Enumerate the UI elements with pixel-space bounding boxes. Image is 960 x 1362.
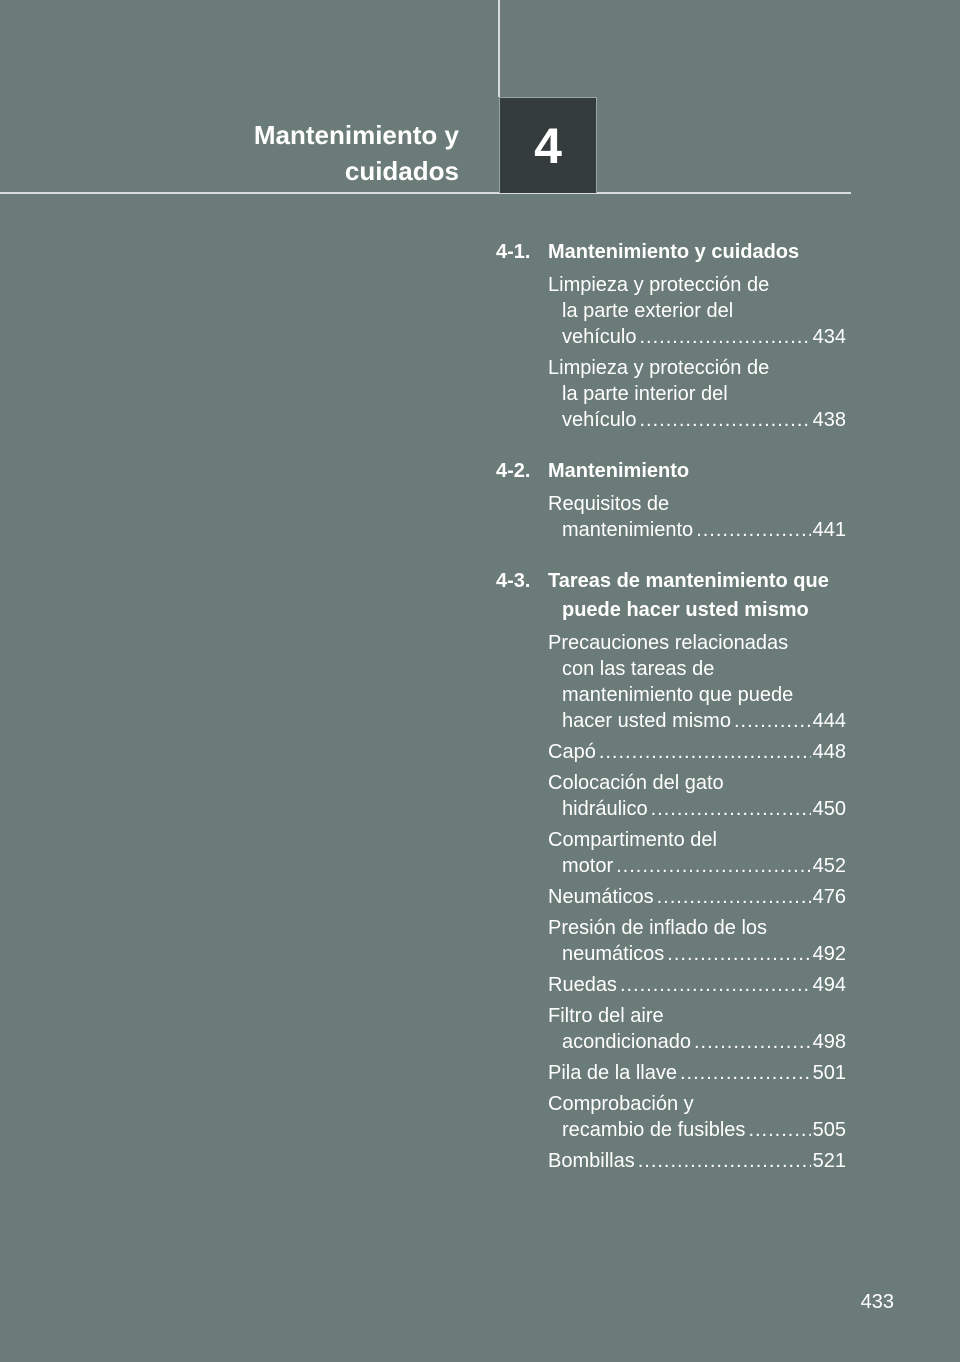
section-number: 4-2. [496,460,531,482]
entry-text-line: acondicionado [562,1031,691,1053]
entry-text-line: mantenimiento [562,519,694,541]
toc-entry[interactable] [548,630,846,734]
entry-page-number: 441 [812,519,846,541]
entry-text-line: Limpieza y protección de [548,357,770,379]
dot-leader [640,407,811,433]
entry-leader-line [548,407,846,433]
entry-text-line: la parte exterior del [562,300,734,322]
entry-leader-line [548,1148,846,1174]
entry-text-line: Neumáticos [548,886,654,908]
entry-text-line: Limpieza y protección de [548,274,770,296]
section-heading[interactable] [496,457,846,486]
chapter-title-line1: Mantenimiento y [253,120,459,150]
entry-text-line: Pila de la llave [548,1062,677,1084]
entry-leader-line [548,1060,846,1086]
entry-text-line: Capó [548,741,596,763]
dot-leader [651,796,811,822]
table-of-contents [496,238,846,1198]
entry-leader-line [548,1029,846,1055]
dot-leader [620,972,811,998]
dot-leader [748,1117,810,1143]
entry-page-number: 505 [812,1119,846,1141]
entry-page-number: 434 [812,326,846,348]
toc-section [496,457,846,543]
entry-text-line: Requisitos de [548,493,670,515]
section-heading[interactable] [496,567,846,625]
entry-page-number: 438 [812,409,846,431]
toc-entry[interactable] [548,770,846,822]
toc-entry[interactable] [548,1091,846,1143]
entry-text-line: con las tareas de [562,658,715,680]
dot-leader [667,941,810,967]
entry-text-line: recambio de fusibles [562,1119,746,1141]
entry-leader-line [548,1117,846,1143]
section-number: 4-3. [496,570,531,592]
dot-leader [694,1029,811,1055]
toc-entry[interactable] [548,272,846,350]
entry-text-line: vehículo [562,326,637,348]
entry-leader-line [548,796,846,822]
entry-page-number: 521 [812,1150,846,1172]
toc-entry[interactable] [548,915,846,967]
dot-leader [599,739,811,765]
section-title: Mantenimiento y cuidados [548,241,800,263]
entry-leader-line [548,517,846,543]
header-horizontal-rule [0,192,851,194]
toc-entry[interactable] [548,1148,846,1174]
toc-entry[interactable] [548,884,846,910]
toc-entry[interactable] [548,972,846,998]
section-heading[interactable] [496,238,846,267]
toc-entry[interactable] [548,827,846,879]
entry-leader-line [548,708,846,734]
entry-page-number: 492 [812,943,846,965]
entry-leader-line [548,972,846,998]
chapter-title-line2: cuidados [344,156,459,186]
toc-section [496,567,846,1174]
entry-page-number: 452 [812,855,846,877]
toc-section [496,238,846,433]
entry-text-line: Bombillas [548,1150,635,1172]
entry-text-line: Precauciones relacionadas [548,632,789,654]
dot-leader [680,1060,811,1086]
entry-page-number: 450 [812,798,846,820]
entry-text-line: neumáticos [562,943,665,965]
entry-text-line: vehículo [562,409,637,431]
entry-text-line: motor [562,855,614,877]
page-number: 433 [860,1291,894,1313]
dot-leader [734,708,811,734]
entry-text-line: Colocación del gato [548,772,724,794]
entry-text-line: hidráulico [562,798,648,820]
header-vertical-rule [498,0,500,97]
dot-leader [638,1148,811,1174]
toc-entry[interactable] [548,355,846,433]
entry-text-line: Ruedas [548,974,617,996]
chapter-title [254,117,459,189]
entry-text-line: hacer usted mismo [562,710,731,732]
dot-leader [616,853,811,879]
section-title: Tareas de mantenimiento que puede hacer usted mismo [548,570,829,621]
entry-text-line: Filtro del aire [548,1005,664,1027]
entry-page-number: 448 [812,741,846,763]
entry-page-number: 498 [812,1031,846,1053]
section-title: Mantenimiento [548,460,690,482]
toc-entry[interactable] [548,1003,846,1055]
entry-leader-line [548,941,846,967]
dot-leader [640,324,811,350]
toc-entry[interactable] [548,739,846,765]
chapter-number-box [499,97,597,193]
entry-leader-line [548,853,846,879]
entry-leader-line [548,739,846,765]
entry-text-line: mantenimiento que puede [562,684,794,706]
entry-text-line: Presión de inflado de los [548,917,768,939]
toc-entry[interactable] [548,1060,846,1086]
entry-page-number: 501 [812,1062,846,1084]
entry-page-number: 476 [812,886,846,908]
chapter-number: 4 [534,117,562,174]
dot-leader [696,517,810,543]
entry-leader-line [548,884,846,910]
toc-entry[interactable] [548,491,846,543]
entry-text-line: Compartimento del [548,829,717,851]
entry-leader-line [548,324,846,350]
entry-page-number: 444 [812,710,846,732]
entry-text-line: la parte interior del [562,383,728,405]
section-number: 4-1. [496,241,531,263]
entry-page-number: 494 [812,974,846,996]
dot-leader [657,884,811,910]
entry-text-line: Comprobación y [548,1093,694,1115]
